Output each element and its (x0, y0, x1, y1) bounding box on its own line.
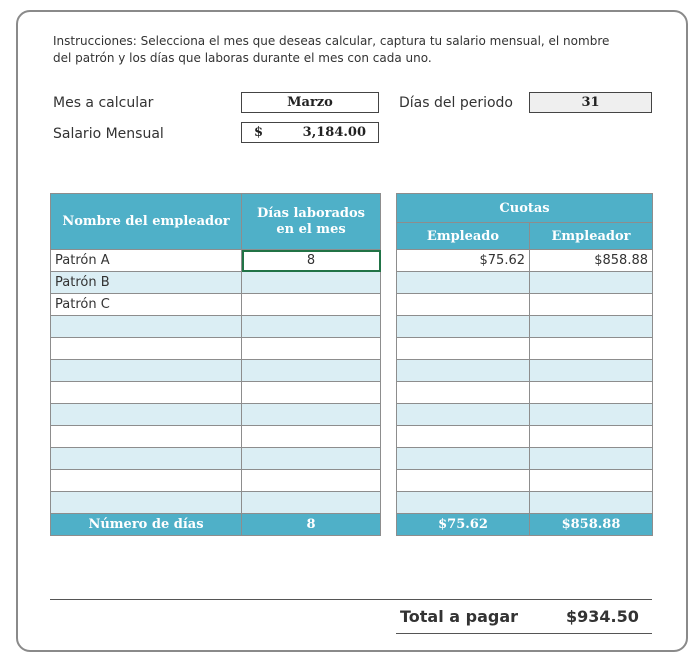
table-row (397, 250, 653, 272)
table-row (397, 338, 653, 360)
days-worked-cell[interactable] (242, 382, 381, 404)
employer-name-cell[interactable] (51, 448, 242, 470)
total-divider (50, 599, 652, 600)
month-select[interactable]: Marzo (241, 92, 379, 113)
table-row (51, 338, 381, 360)
employee-fee-cell (397, 404, 530, 426)
salary-currency: $ (254, 125, 264, 140)
employer-fee-cell (530, 404, 653, 426)
month-label: Mes a calcular (53, 95, 154, 111)
employer-name-cell[interactable] (51, 470, 242, 492)
table-row (51, 470, 381, 492)
employee-fee-header: Empleado (397, 223, 530, 250)
days-worked-cell[interactable] (242, 426, 381, 448)
table-row (51, 294, 381, 316)
employer-fee-cell (530, 448, 653, 470)
employer-name-cell[interactable] (51, 360, 242, 382)
employer-fee-cell (530, 272, 653, 294)
employer-fee-cell: $858.88 (530, 250, 653, 272)
table-row (51, 316, 381, 338)
employer-name-cell[interactable] (51, 492, 242, 514)
employee-fee-cell (397, 338, 530, 360)
days-worked-cell[interactable] (242, 404, 381, 426)
employer-fee-cell (530, 492, 653, 514)
employer-name-header: Nombre del empleador (51, 194, 242, 250)
employer-fee-cell (530, 426, 653, 448)
table-row (397, 382, 653, 404)
table-row (397, 294, 653, 316)
employer-fee-total: $858.88 (530, 514, 653, 536)
table-row (397, 470, 653, 492)
table-row (397, 492, 653, 514)
total-label: Total a pagar (400, 607, 519, 626)
employee-fee-cell (397, 470, 530, 492)
table-row (397, 272, 653, 294)
employee-fee-cell (397, 382, 530, 404)
employer-name-cell[interactable]: Patrón A (51, 250, 242, 272)
employee-fee-cell (397, 448, 530, 470)
period-days-label: Días del periodo (399, 95, 513, 111)
employer-name-cell[interactable] (51, 338, 242, 360)
employer-fee-cell (530, 382, 653, 404)
table-row (51, 360, 381, 382)
employee-fee-cell (397, 360, 530, 382)
employee-fee-cell (397, 294, 530, 316)
employer-fee-cell (530, 338, 653, 360)
table-row (51, 448, 381, 470)
total-value: $934.50 (566, 607, 639, 626)
total-underline (396, 633, 652, 634)
employer-name-cell[interactable] (51, 316, 242, 338)
table-row (51, 382, 381, 404)
days-worked-header: Días laborados en el mes (242, 194, 381, 250)
employer-name-cell[interactable] (51, 404, 242, 426)
table-row (397, 448, 653, 470)
salary-label: Salario Mensual (53, 126, 164, 142)
days-worked-cell[interactable] (242, 294, 381, 316)
employer-name-cell[interactable] (51, 382, 242, 404)
salary-amount: 3,184.00 (302, 125, 366, 140)
cuotas-table (396, 193, 653, 536)
period-days-value: 31 (529, 92, 652, 113)
days-worked-cell[interactable] (242, 316, 381, 338)
employee-fee-cell (397, 316, 530, 338)
table-row (397, 404, 653, 426)
days-worked-cell[interactable] (242, 360, 381, 382)
employer-fee-header: Empleador (530, 223, 653, 250)
employers-table (50, 193, 381, 536)
table-row (51, 250, 381, 272)
days-worked-cell[interactable] (242, 272, 381, 294)
table-row (397, 360, 653, 382)
table-row (397, 316, 653, 338)
days-total-value: 8 (242, 514, 381, 536)
table-row (51, 426, 381, 448)
days-worked-cell[interactable] (242, 448, 381, 470)
days-worked-cell[interactable]: 8 (242, 250, 381, 272)
employee-fee-cell (397, 492, 530, 514)
instructions-text: Instrucciones: Selecciona el mes que deseas calcular, captura tu salario mensual, el nombre del patrón y los días que laboras durante el mes con cada uno. (53, 34, 610, 65)
employer-name-cell[interactable] (51, 426, 242, 448)
days-worked-cell[interactable] (242, 492, 381, 514)
employer-fee-cell (530, 470, 653, 492)
employee-fee-total: $75.62 (397, 514, 530, 536)
employer-fee-cell (530, 360, 653, 382)
employer-name-cell[interactable]: Patrón B (51, 272, 242, 294)
cuotas-header: Cuotas (397, 194, 653, 223)
salary-input[interactable] (241, 122, 379, 143)
table-row (51, 404, 381, 426)
employee-fee-cell (397, 426, 530, 448)
days-total-label: Número de días (51, 514, 242, 536)
table-row (397, 426, 653, 448)
employee-fee-cell: $75.62 (397, 250, 530, 272)
days-worked-cell[interactable] (242, 470, 381, 492)
table-row (51, 492, 381, 514)
employer-name-cell[interactable]: Patrón C (51, 294, 242, 316)
employer-fee-cell (530, 294, 653, 316)
employee-fee-cell (397, 272, 530, 294)
days-worked-cell[interactable] (242, 338, 381, 360)
table-row (51, 272, 381, 294)
employer-fee-cell (530, 316, 653, 338)
